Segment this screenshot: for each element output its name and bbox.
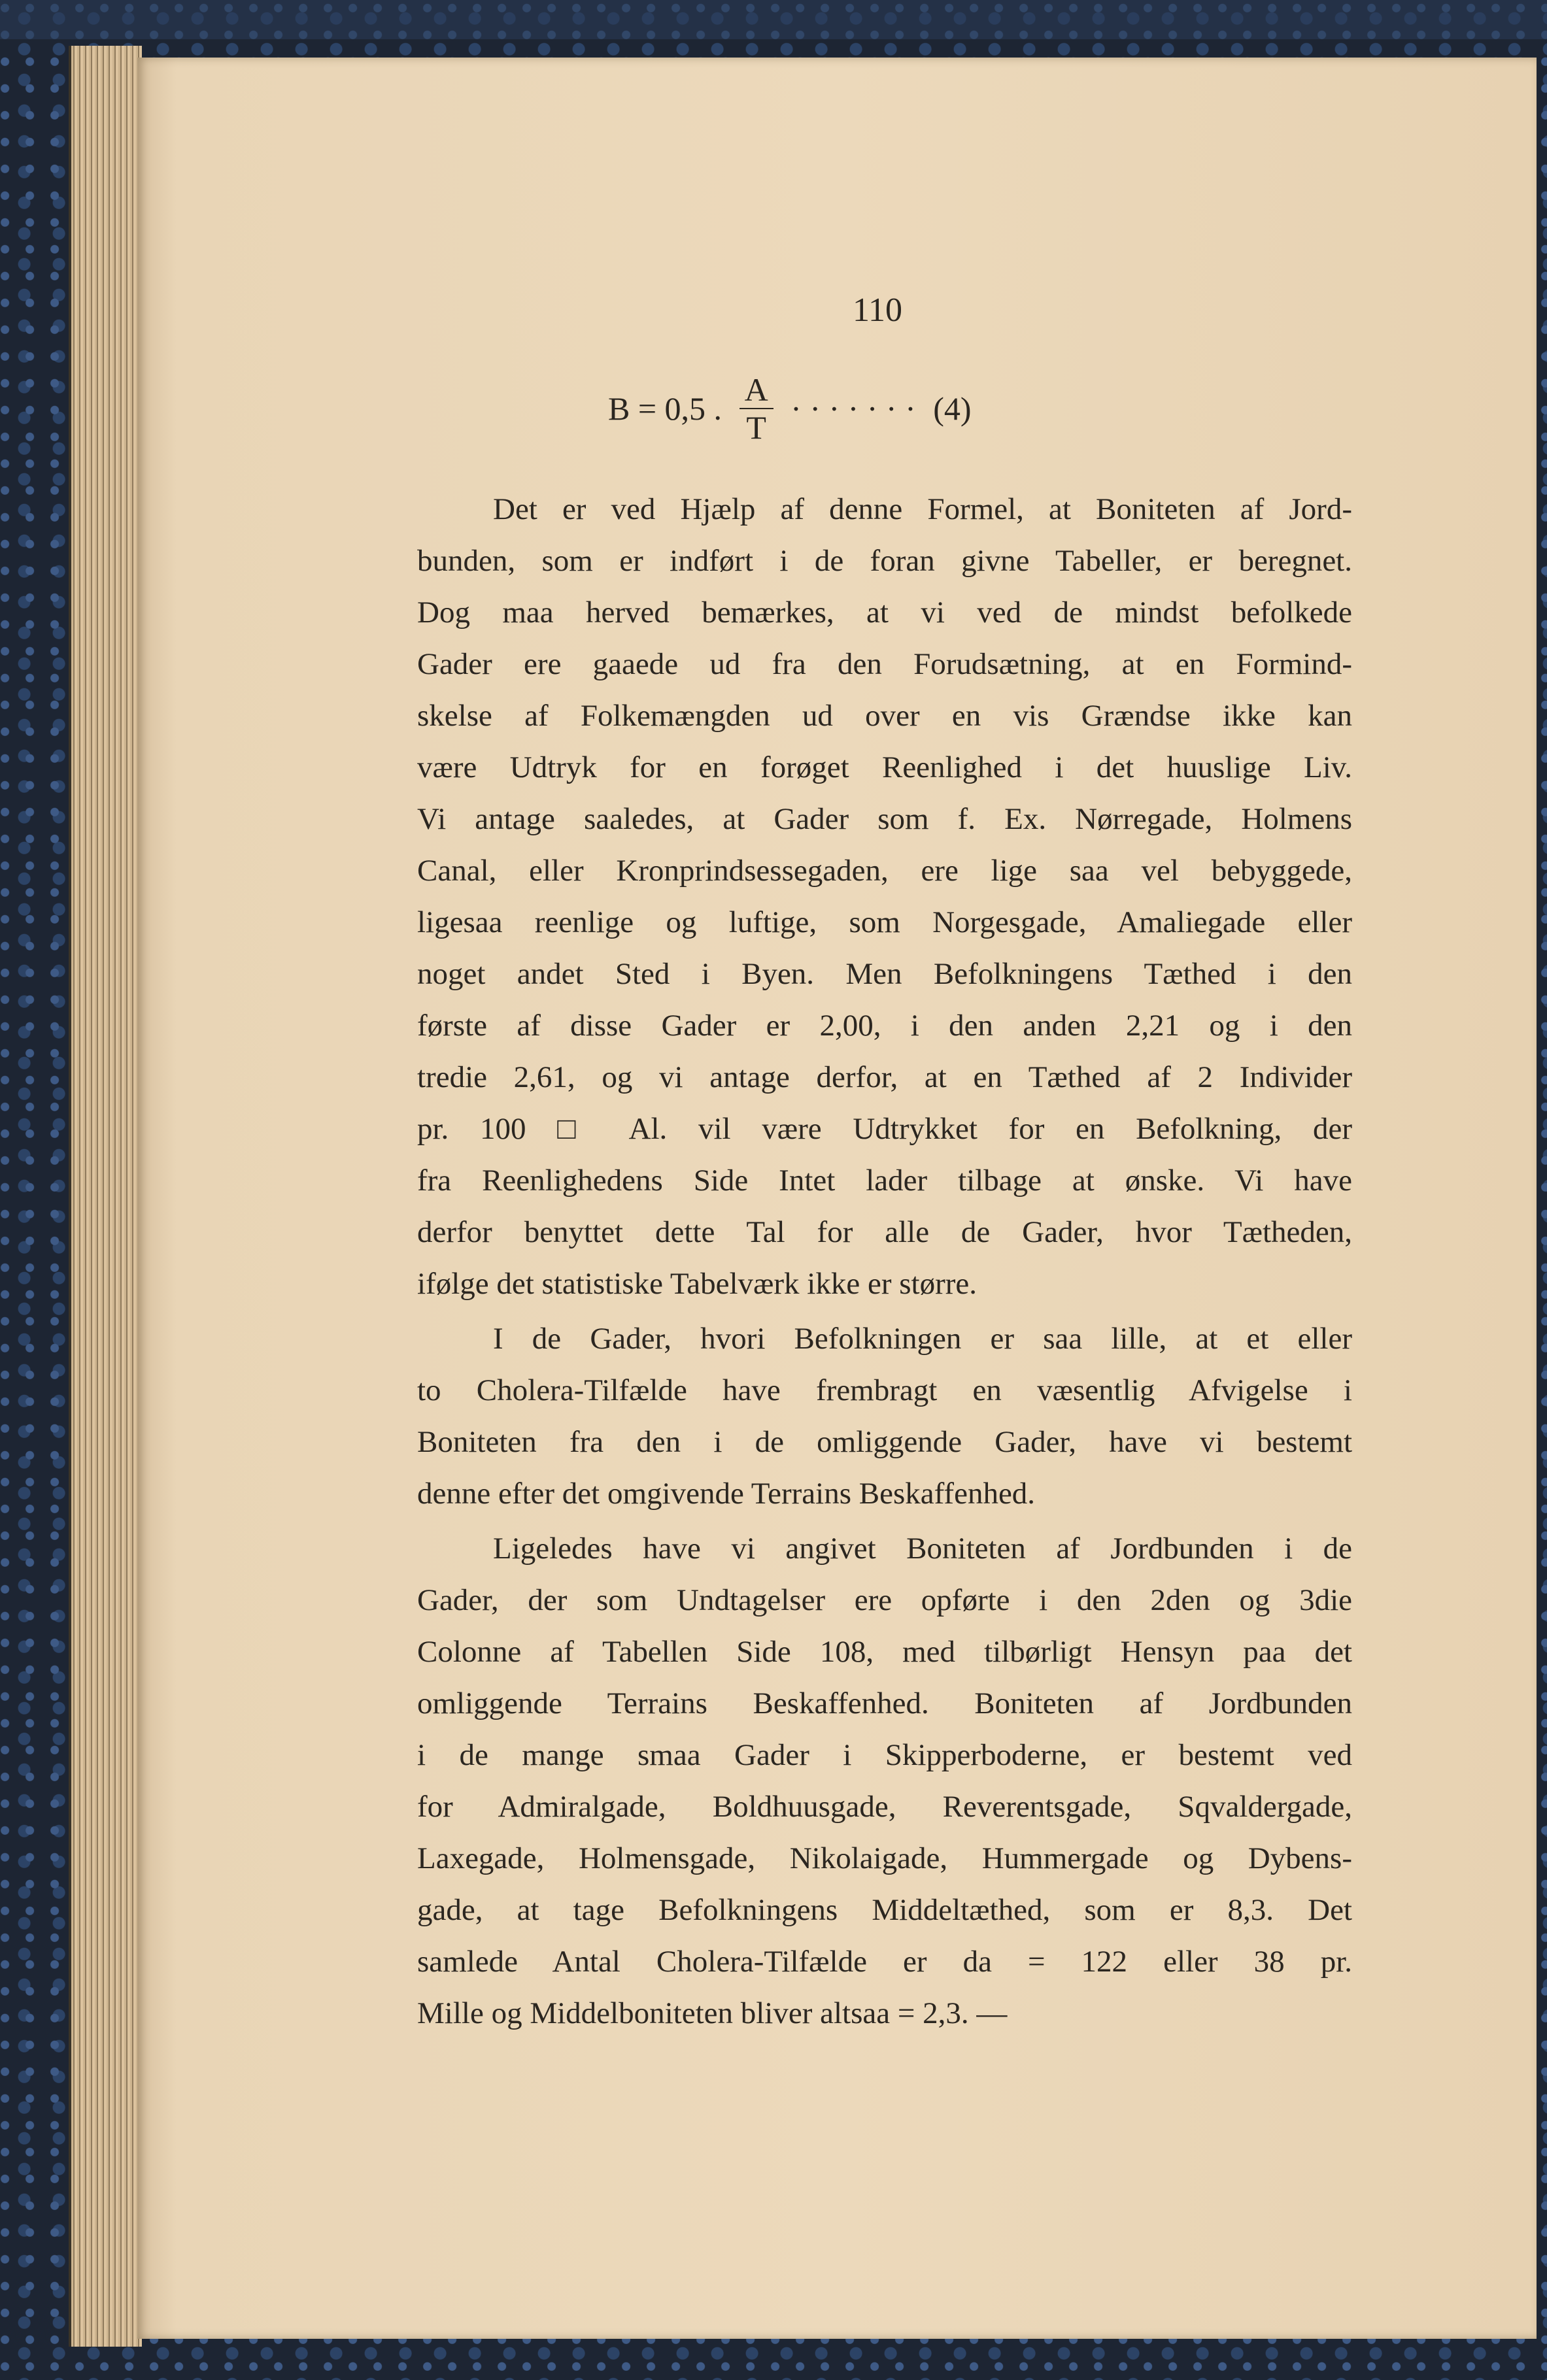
text-line: pr. 100 □ Al. vil være Udtrykket for en Befolkning, der <box>417 1112 1352 1146</box>
text-line: Canal, eller Kronprindsessegaden, ere lige saa vel bebyggede, <box>417 854 1352 888</box>
text-line: Laxegade, Holmensgade, Nikolaigade, Hummergade og Dybens- <box>417 1841 1352 1875</box>
text-line: Gader ere gaaede ud fra den Forudsætning, at en Formind- <box>417 647 1352 681</box>
text-line: omliggende Terrains Beskaffenhed. Boniteten af Jordbunden <box>417 1686 1352 1720</box>
text-line: Colonne af Tabellen Side 108, med tilbørligt Hensyn paa det <box>417 1635 1352 1669</box>
text-line: for Admiralgade, Boldhuusgade, Reverentsgade, Sqvaldergade, <box>417 1790 1352 1824</box>
text-line: skelse af Folkemængden ud over en vis Grændse ikke kan <box>417 699 1352 733</box>
paragraph <box>417 1523 1352 2039</box>
text-line: derfor benyttet dette Tal for alle de Gader, hvor Tætheden, <box>417 1215 1352 1249</box>
formula-denominator: T <box>746 409 766 446</box>
text-line: fra Reenlighedens Side Intet lader tilbage at ønske. Vi have <box>417 1164 1352 1198</box>
text-line: Mille og Middelboniteten bliver altsaa = 2,3. — <box>417 1996 1008 2030</box>
text-line: Ligeledes have vi angivet Boniteten af Jordbunden i de <box>493 1532 1352 1566</box>
text-line: ifølge det statistiske Tabelværk ikke er større. <box>417 1267 977 1301</box>
text-line: noget andet Sted i Byen. Men Befolkningens Tæthed i den <box>417 957 1352 991</box>
page-number: 110 <box>852 292 903 329</box>
formula-4 <box>608 371 972 446</box>
text-line: bunden, som er indført i de foran givne Tabeller, er beregnet. <box>417 544 1352 578</box>
text-line: Det er ved Hjælp af denne Formel, at Boniteten af Jord- <box>493 492 1352 526</box>
text-line: første af disse Gader er 2,00, i den anden 2,21 og i den <box>417 1009 1352 1043</box>
formula-label: (4) <box>933 390 972 427</box>
text-line: to Cholera-Tilfælde have frembragt en væsentlig Afvigelse i <box>417 1373 1352 1407</box>
text-line: I de Gader, hvori Befolkningen er saa lille, at et eller <box>493 1322 1352 1356</box>
formula-lhs: B = 0,5 . <box>608 390 722 427</box>
formula-numerator: A <box>740 371 774 409</box>
text-line: i de mange smaa Gader i Skipperboderne, er bestemt ved <box>417 1738 1352 1772</box>
text-line: Gader, der som Undtagelser ere opførte i den 2den og 3die <box>417 1583 1352 1617</box>
page-edges <box>69 46 142 2347</box>
text-line: samlede Antal Cholera-Tilfælde er da = 122 eller 38 pr. <box>417 1945 1352 1979</box>
text-line: gade, at tage Befolkningens Middeltæthed, som er 8,3. Det <box>417 1893 1352 1927</box>
text-line: Boniteten fra den i de omliggende Gader, have vi bestemt <box>417 1425 1352 1459</box>
text-line: denne efter det omgivende Terrains Beskaffenhed. <box>417 1477 1036 1511</box>
book-cover-board <box>0 0 1547 39</box>
text-line: Vi antage saaledes, at Gader som f. Ex. Nørregade, Holmens <box>417 802 1352 836</box>
text-line: tredie 2,61, og vi antage derfor, at en Tæthed af 2 Individer <box>417 1060 1352 1094</box>
paragraph <box>417 1313 1352 1520</box>
formula-dots: · · · · · · · <box>790 390 916 427</box>
formula-fraction <box>740 371 774 446</box>
text-line: være Udtryk for en forøget Reenlighed i det huuslige Liv. <box>417 750 1352 784</box>
text-line: ligesaa reenlige og luftige, som Norgesgade, Amaliegade eller <box>417 905 1352 939</box>
text-line: Dog maa herved bemærkes, at vi ved de mindst befolkede <box>417 595 1352 629</box>
body-text <box>417 484 1352 2043</box>
paragraph <box>417 484 1352 1310</box>
